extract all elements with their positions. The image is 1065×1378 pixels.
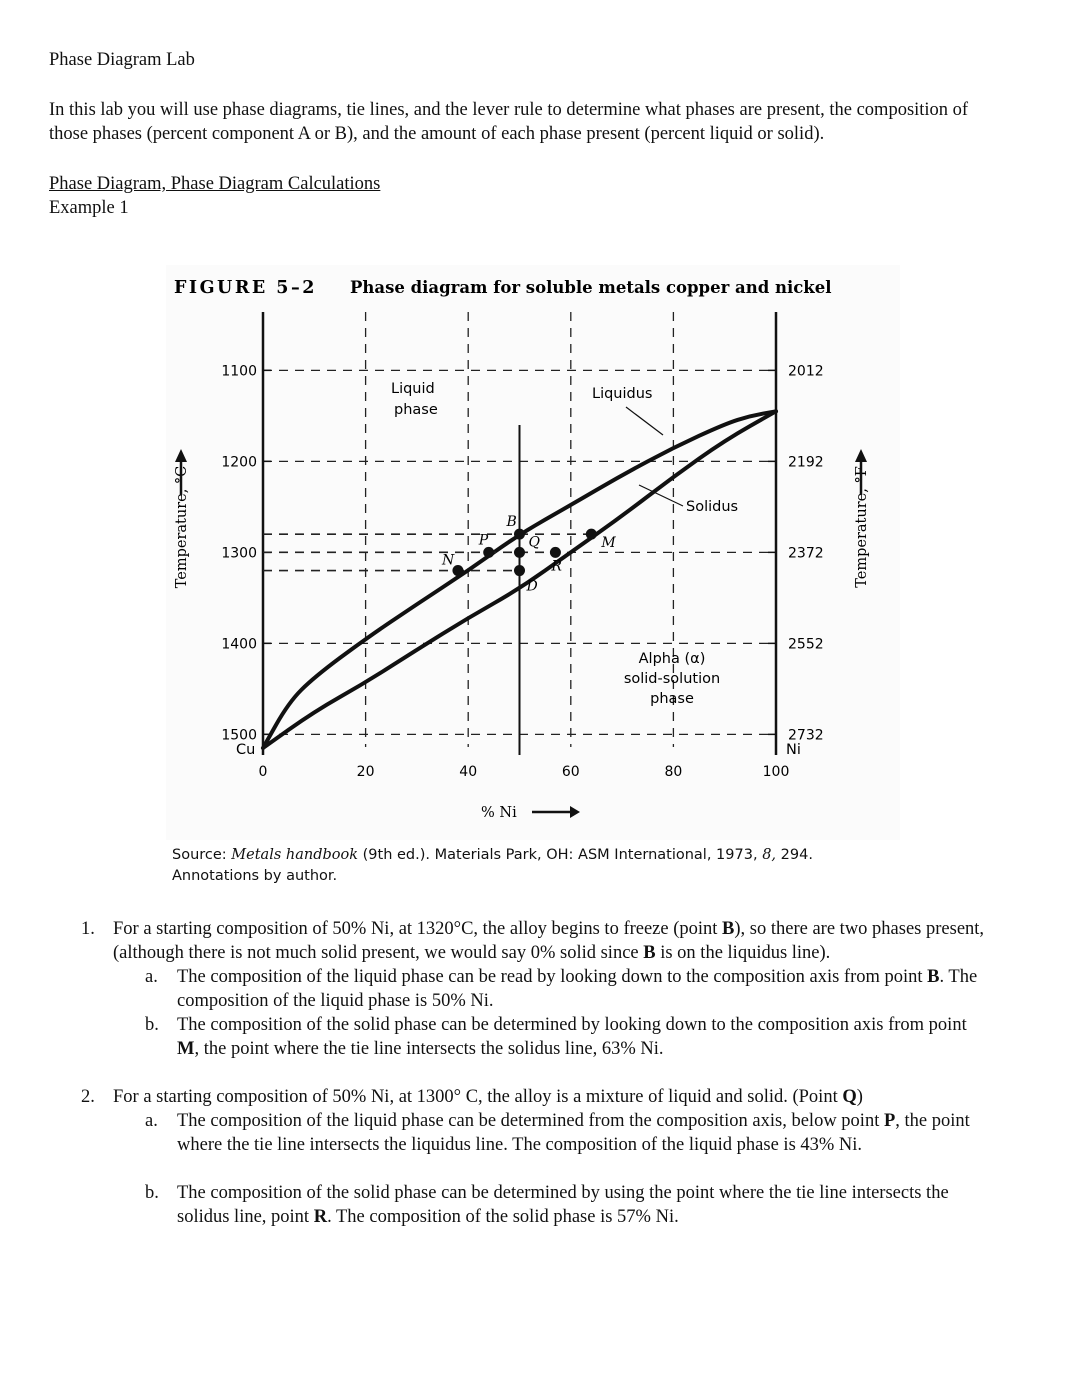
x-tick-label-60: 60 bbox=[561, 764, 580, 780]
x-tick-label-40: 40 bbox=[459, 764, 478, 780]
question-item bbox=[78, 917, 993, 1061]
point-n-label: N bbox=[441, 552, 455, 569]
question-text: For a starting composition of 50% Ni, at 1300° C, the alloy is a mixture of liquid and solid. (Point Q) bbox=[113, 1087, 863, 1107]
sub-question-list bbox=[113, 1109, 993, 1229]
figure-source bbox=[172, 845, 892, 887]
region-solid-line2: solid-solution bbox=[623, 671, 721, 687]
point-m-dot bbox=[586, 529, 597, 540]
sub-question-text: The composition of the solid phase can be determined by using the point where the tie line intersects the solidus line, point R. The composition of the solid phase is 57% Ni. bbox=[177, 1183, 949, 1227]
sub-question-letter: a. bbox=[145, 1111, 158, 1131]
phase-diagram-chart bbox=[166, 265, 900, 840]
x-axis-arrow bbox=[532, 806, 580, 818]
sub-question-text: The composition of the liquid phase can be determined from the composition axis, below point P, the point where the tie line intersects the liquidus line. The composition of the liquid phase is 43% Ni. bbox=[177, 1111, 970, 1155]
left-tick-label-1400: 1200 bbox=[221, 454, 257, 471]
right-tick-label-2372: 2372 bbox=[788, 545, 824, 562]
figure-title: Phase diagram for soluble metals copper and nickel bbox=[350, 278, 832, 297]
region-solid-line1: Alpha (α) bbox=[638, 651, 706, 667]
solidus-label: Solidus bbox=[686, 499, 739, 515]
right-tick-label-2012: 2012 bbox=[788, 363, 824, 380]
liquidus-pointer bbox=[626, 407, 663, 435]
source-prefix: Source: bbox=[172, 847, 227, 863]
document-page bbox=[49, 48, 999, 220]
left-tick-label-1500: 1100 bbox=[221, 363, 257, 380]
example-label: Example 1 bbox=[49, 198, 129, 218]
point-d-dot bbox=[514, 565, 525, 576]
x-axis-label: % Ni bbox=[481, 805, 517, 821]
left-axis-label: Temperature, °C bbox=[174, 465, 190, 589]
left-end-label: Cu bbox=[236, 742, 256, 758]
doc-title: Phase Diagram Lab bbox=[49, 50, 195, 70]
curves bbox=[263, 411, 776, 755]
point-q-label: Q bbox=[528, 534, 540, 551]
sub-question-letter: b. bbox=[145, 1015, 159, 1035]
sub-question-list bbox=[113, 965, 993, 1061]
left-tick-label-1200: 1400 bbox=[221, 636, 257, 653]
source-volume: 8, bbox=[762, 847, 777, 863]
point-m-label: M bbox=[601, 535, 616, 552]
sub-question-letter: a. bbox=[145, 967, 158, 987]
region-liquid-line2: phase bbox=[394, 402, 438, 418]
figure-5-2 bbox=[166, 265, 900, 895]
source-publisher: (9th ed.). Materials Park, OH: ASM International, 1973, bbox=[362, 847, 758, 863]
right-tick-label-2192: 2192 bbox=[788, 454, 824, 471]
sub-question-letter: b. bbox=[145, 1183, 159, 1203]
sub-question-item bbox=[113, 965, 993, 1013]
right-end-label: Ni bbox=[786, 742, 801, 758]
x-tick-label-0: 0 bbox=[258, 764, 268, 780]
sub-question-text: The composition of the solid phase can be determined by looking down to the composition axis from point M, the point where the tie line intersects the solidus line, 63% Ni. bbox=[177, 1015, 967, 1059]
liquidus-label: Liquidus bbox=[592, 386, 653, 402]
source-annotations: Annotations by author. bbox=[172, 868, 338, 884]
sub-question-item bbox=[113, 1013, 993, 1061]
x-tick-label-100: 100 bbox=[762, 764, 790, 780]
region-liquid-line1: Liquid bbox=[391, 381, 435, 397]
right-axis-label: Temperature, °F bbox=[854, 466, 870, 588]
point-q-dot bbox=[514, 547, 525, 558]
sub-question-text: The composition of the liquid phase can be read by looking down to the composition axis from point B. The composition of the liquid phase is 50% Ni. bbox=[177, 967, 978, 1011]
point-p-label: P bbox=[478, 532, 489, 549]
question-list bbox=[78, 917, 993, 1253]
intro-paragraph: In this lab you will use phase diagrams, tie lines, and the lever rule to determine what phases are present, the composition of those phases (percent component A or B), and the amount of each phase present (percent liquid or solid). bbox=[49, 100, 969, 144]
left-tick-label-1100: 1500 bbox=[221, 727, 257, 744]
x-tick-label-20: 20 bbox=[356, 764, 375, 780]
point-b-dot bbox=[514, 529, 525, 540]
x-tick-label-80: 80 bbox=[664, 764, 683, 780]
point-b-label: B bbox=[506, 514, 517, 531]
question-number: 2. bbox=[81, 1087, 95, 1107]
sub-question-item bbox=[113, 1109, 993, 1157]
figure-label: FIGURE 5–2 bbox=[174, 278, 317, 298]
left-tick-label-1300: 1300 bbox=[221, 545, 257, 562]
question-number: 1. bbox=[81, 919, 95, 939]
labeled-points bbox=[441, 514, 616, 594]
region-solid-line3: phase bbox=[650, 691, 694, 707]
point-d-label: D bbox=[526, 578, 538, 595]
source-title: Metals handbook bbox=[231, 847, 359, 863]
section-heading-text: Phase Diagram, Phase Diagram Calculations bbox=[49, 174, 381, 194]
paragraph-gap bbox=[113, 1157, 993, 1181]
section-heading bbox=[49, 172, 999, 220]
point-r-label: R bbox=[551, 558, 562, 575]
right-tick-label-2732: 2732 bbox=[788, 727, 824, 744]
question-item bbox=[78, 1085, 993, 1229]
sub-question-item bbox=[113, 1181, 993, 1229]
point-r-dot bbox=[550, 547, 561, 558]
point-p-dot bbox=[483, 547, 494, 558]
source-page: 294. bbox=[780, 847, 813, 863]
tie-lines bbox=[263, 534, 591, 570]
right-tick-label-2552: 2552 bbox=[788, 636, 824, 653]
question-text: For a starting composition of 50% Ni, at 1320°C, the alloy begins to freeze (point B), so there are two phases present, (although there is not much solid present, we would say 0% solid since B is on the liquidus line). bbox=[113, 919, 985, 963]
